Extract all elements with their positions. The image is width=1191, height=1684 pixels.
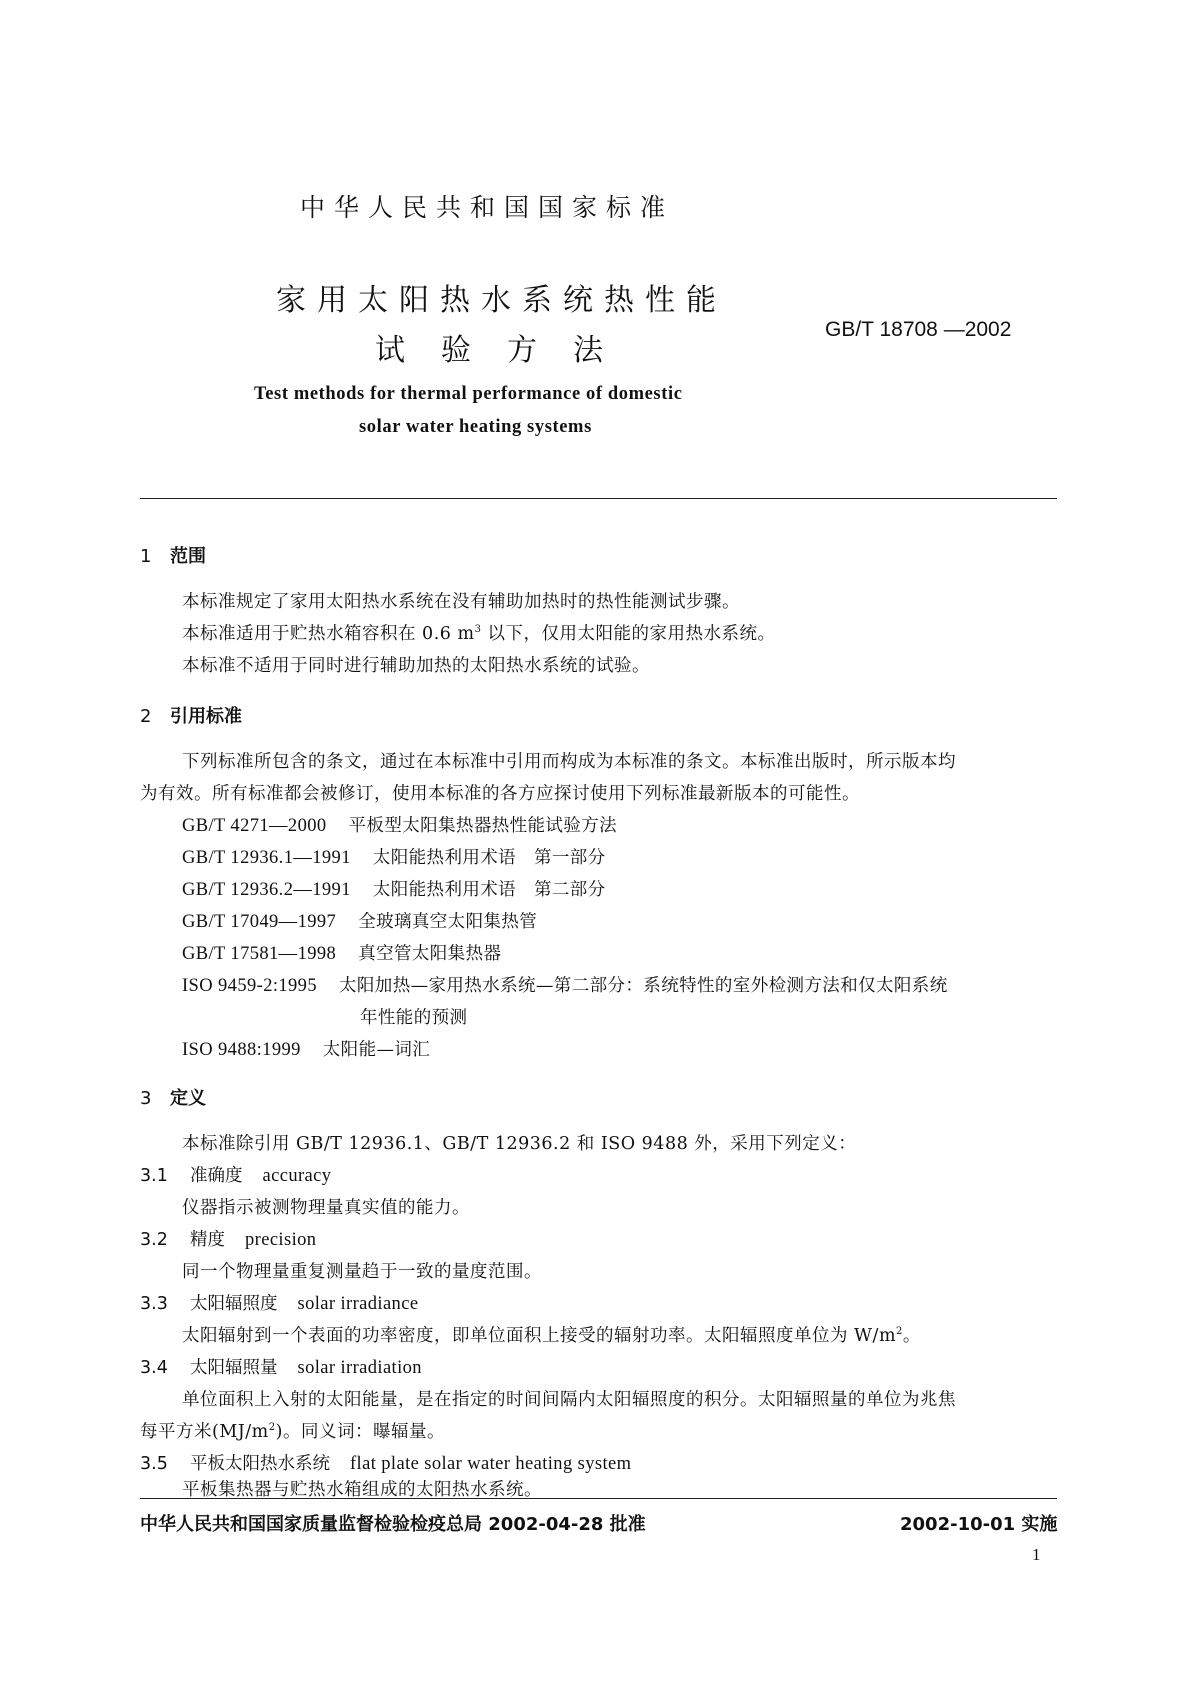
definition-3-2-text: 同一个物理量重复测量趋于一致的量度范围。 — [182, 1262, 542, 1282]
implementation-date: 2002-10-01 实施 — [900, 1514, 1058, 1535]
section-number: 1 — [140, 546, 152, 567]
top-divider — [140, 498, 1057, 499]
s1-paragraph-2: 本标准适用于贮热水箱容积在 0.6 $m^3$ 以下，仅用太阳能的家用热水系统。 — [182, 624, 776, 644]
english-title-line-2: solar water heating systems — [359, 417, 592, 437]
page-number: 1 — [1032, 1545, 1041, 1564]
reference-item: ISO 9488:1999 太阳能—词汇 — [182, 1040, 431, 1060]
section-number: 3 — [140, 1088, 152, 1109]
bottom-divider — [140, 1498, 1057, 1499]
s1-paragraph-1: 本标准规定了家用太阳热水系统在没有辅助加热时的热性能测试步骤。 — [182, 592, 740, 612]
definition-3-3-heading: 3.3 太阳辐照度 solar irradiance — [140, 1294, 419, 1314]
definition-3-5-heading: 3.5 平板太阳热水系统 flat plate solar water heating system — [140, 1454, 632, 1474]
reference-item: GB/T 12936.2—1991 太阳能热利用术语 第二部分 — [182, 880, 606, 900]
reference-item: GB/T 17049—1997 全玻璃真空太阳集热管 — [182, 912, 538, 932]
section-title: 范围 — [170, 546, 206, 567]
s2-intro-line-2: 为有效。所有标准都会被修订，使用本标准的各方应探讨使用下列标准最新版本的可能性。 — [140, 784, 860, 804]
definition-3-5-text: 平板集热器与贮热水箱组成的太阳热水系统。 — [182, 1480, 542, 1500]
s2-intro-line-1: 下列标准所包含的条文，通过在本标准中引用而构成为本标准的条文。本标准出版时，所示版本均 — [182, 752, 956, 772]
reference-item: ISO 9459-2:1995 太阳加热—家用热水系统—第二部分：系统特性的室外检测方法和仅太阳系统 — [182, 976, 948, 996]
section-3-heading — [140, 1084, 206, 1110]
national-standard-heading: 中华人民共和国国家标准 — [300, 193, 675, 222]
section-2-heading — [140, 702, 242, 728]
approval-note: 中华人民共和国国家质量监督检验检疫总局 2002-04-28 批准 — [140, 1514, 646, 1535]
standard-number: GB/T 18708 —2002 — [825, 318, 1012, 341]
s1-paragraph-3: 本标准不适用于同时进行辅助加热的太阳热水系统的试验。 — [182, 656, 650, 676]
s3-intro: 本标准除引用 GB/T 12936.1、GB/T 12936.2 和 ISO 9488 外，采用下列定义： — [182, 1134, 857, 1154]
title-line-1: 家用太阳热水系统热性能 — [276, 283, 727, 318]
english-title-line-1: Test methods for thermal performance of domestic — [254, 384, 683, 404]
reference-item: GB/T 17581—1998 真空管太阳集热器 — [182, 944, 502, 964]
reference-item-continuation: 年性能的预测 — [360, 1008, 468, 1028]
definition-3-4-text-line-1: 单位面积上入射的太阳能量，是在指定的时间间隔内太阳辐照度的积分。太阳辐照量的单位为兆焦 — [182, 1390, 956, 1410]
definition-3-3-text: 太阳辐射到一个表面的功率密度，即单位面积上接受的辐射功率。太阳辐照度单位为 $W/m^2$。 — [182, 1326, 921, 1346]
definition-3-1-text: 仪器指示被测物理量真实值的能力。 — [182, 1198, 470, 1218]
title-line-2: 试验方法 — [375, 333, 639, 368]
definition-3-4-heading: 3.4 太阳辐照量 solar irradiation — [140, 1358, 422, 1378]
reference-item: GB/T 12936.1—1991 太阳能热利用术语 第一部分 — [182, 848, 606, 868]
section-title: 定义 — [170, 1088, 206, 1109]
section-1-heading — [140, 542, 206, 568]
definition-3-2-heading: 3.2 精度 precision — [140, 1230, 317, 1250]
definition-3-1-heading: 3.1 准确度 accuracy — [140, 1166, 332, 1186]
definition-3-4-text-line-2: 每平方米$(MJ/m^2)$。同义词：曝辐量。 — [140, 1422, 445, 1442]
section-number: 2 — [140, 706, 152, 727]
reference-item: GB/T 4271—2000 平板型太阳集热器热性能试验方法 — [182, 816, 618, 836]
section-title: 引用标准 — [170, 706, 242, 727]
